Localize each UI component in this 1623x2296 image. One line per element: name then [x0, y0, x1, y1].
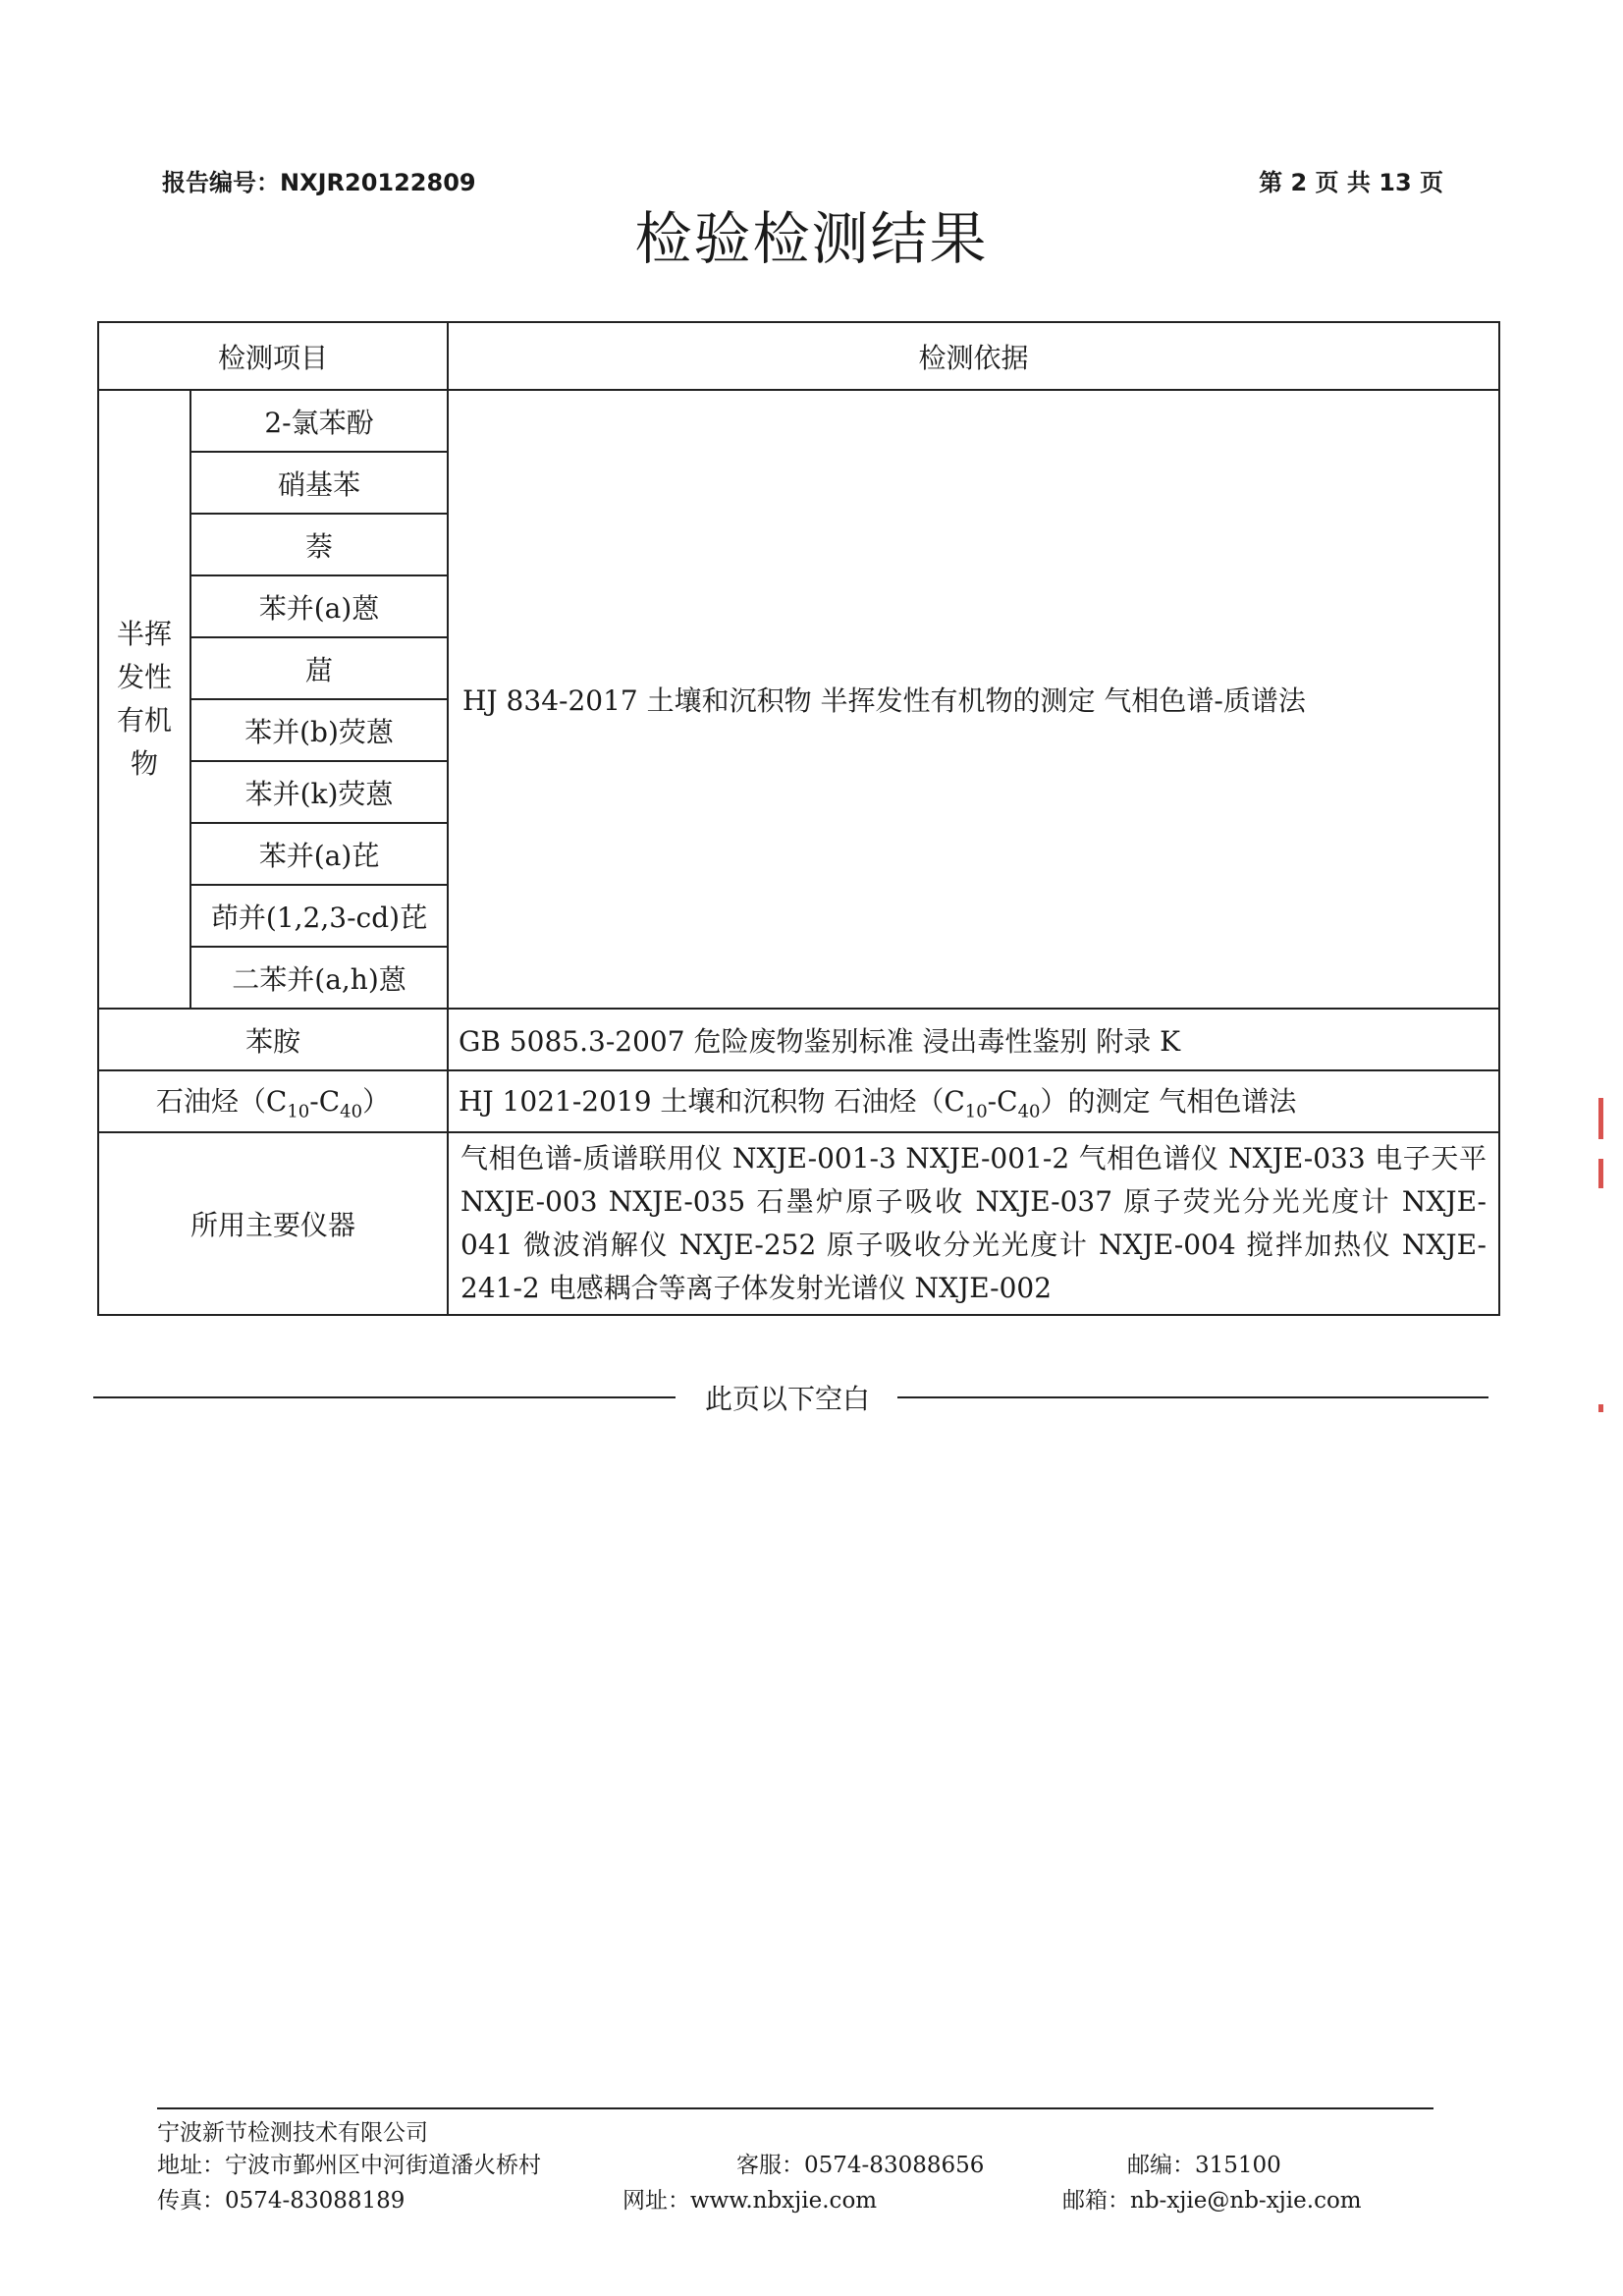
footer-divider: [157, 2107, 1434, 2109]
page-title: 检验检测结果: [634, 205, 989, 272]
footer-website: 网址：www.nbxjie.com: [622, 2188, 878, 2214]
table-header-row: [98, 322, 1499, 390]
svoc-basis: HJ 834-2017 土壤和沉积物 半挥发性有机物的测定 气相色谱-质谱法: [448, 390, 1499, 1009]
group-label-line: 发性: [116, 661, 172, 693]
svoc-item: 茚并(1,2,3-cd)芘: [190, 885, 448, 947]
page-info: 第 2 页 共 13 页: [1259, 169, 1443, 196]
svoc-item: 苯并(b)荧蒽: [190, 699, 448, 761]
footer-email: 邮箱：nb-xjie@nb-xjie.com: [1062, 2188, 1362, 2214]
group-label-line: 半挥: [116, 618, 172, 650]
seal-edge-mark: [1598, 1159, 1603, 1188]
tph-basis: [448, 1070, 1499, 1132]
tph-basis-sub: 10: [964, 1101, 988, 1122]
svoc-item: 二苯并(a,h)蒽: [190, 947, 448, 1009]
seal-edge-mark: [1598, 1098, 1603, 1139]
svoc-item: 苯并(k)荧蒽: [190, 761, 448, 823]
tph-basis-text: HJ 1021-2019 土壤和沉积物 石油烃（C: [459, 1085, 965, 1119]
tph-item-sub: 10: [287, 1101, 310, 1122]
tph-item-text: ）: [362, 1085, 391, 1119]
table-row: [98, 1132, 1499, 1315]
footer-fax: 传真：0574-83088189: [157, 2188, 406, 2214]
tph-basis-sub: 40: [1017, 1101, 1041, 1122]
group-label-svoc: [98, 390, 190, 1009]
header-item: 检测项目: [98, 322, 448, 390]
aniline-item: 苯胺: [98, 1009, 448, 1070]
footer-company: 宁波新节检测技术有限公司: [157, 2120, 428, 2146]
table-row: [98, 390, 1499, 452]
svoc-item: 苯并(a)蒽: [190, 575, 448, 637]
blank-divider-right: [897, 1396, 1488, 1398]
footer-postal: 邮编：315100: [1127, 2153, 1281, 2178]
tph-item: [98, 1070, 448, 1132]
instrument-item: 所用主要仪器: [98, 1132, 448, 1315]
tph-basis-text: -C: [987, 1085, 1018, 1119]
svoc-item: 萘: [190, 514, 448, 575]
svoc-item: 䓛: [190, 637, 448, 699]
svoc-item: 硝基苯: [190, 452, 448, 514]
group-label-line: 物: [130, 747, 158, 780]
svoc-item: 苯并(a)芘: [190, 823, 448, 885]
blank-notice: 此页以下空白: [704, 1383, 870, 1415]
footer-service: 客服：0574-83088656: [736, 2153, 985, 2178]
tph-item-sub: 40: [340, 1101, 363, 1122]
blank-divider-left: [93, 1396, 676, 1398]
instrument-list: 气相色谱-质谱联用仪 NXJE-001-3 NXJE-001-2 气相色谱仪 NXJE-033 电子天平 NXJE-003 NXJE-035 石墨炉原子吸收 NXJE-037 原子荧光分光光度计 NXJE-041 微波消解仪 NXJE-252 原子吸收分光光度计 NXJE-004 搅拌加热仪 NXJE-241-2 电感耦合等离子体发射光谱仪 NXJE-002: [448, 1132, 1499, 1315]
tph-item-text: 石油烃（C: [155, 1085, 288, 1119]
table-row: [98, 1009, 1499, 1070]
header-basis: 检测依据: [448, 322, 1499, 390]
report-number: 报告编号：NXJR20122809: [162, 169, 476, 196]
svoc-item: 2-氯苯酚: [190, 390, 448, 452]
footer-address: 地址：宁波市鄞州区中河街道潘火桥村: [157, 2153, 541, 2178]
tph-item-text: -C: [309, 1085, 341, 1119]
table-row: [98, 1070, 1499, 1132]
seal-edge-mark: [1598, 1404, 1603, 1412]
aniline-basis: GB 5085.3-2007 危险废物鉴别标准 浸出毒性鉴别 附录 K: [448, 1009, 1499, 1070]
group-label-line: 有机: [116, 704, 172, 737]
results-table: [97, 321, 1500, 1316]
tph-basis-text: ）的测定 气相色谱法: [1040, 1085, 1297, 1119]
